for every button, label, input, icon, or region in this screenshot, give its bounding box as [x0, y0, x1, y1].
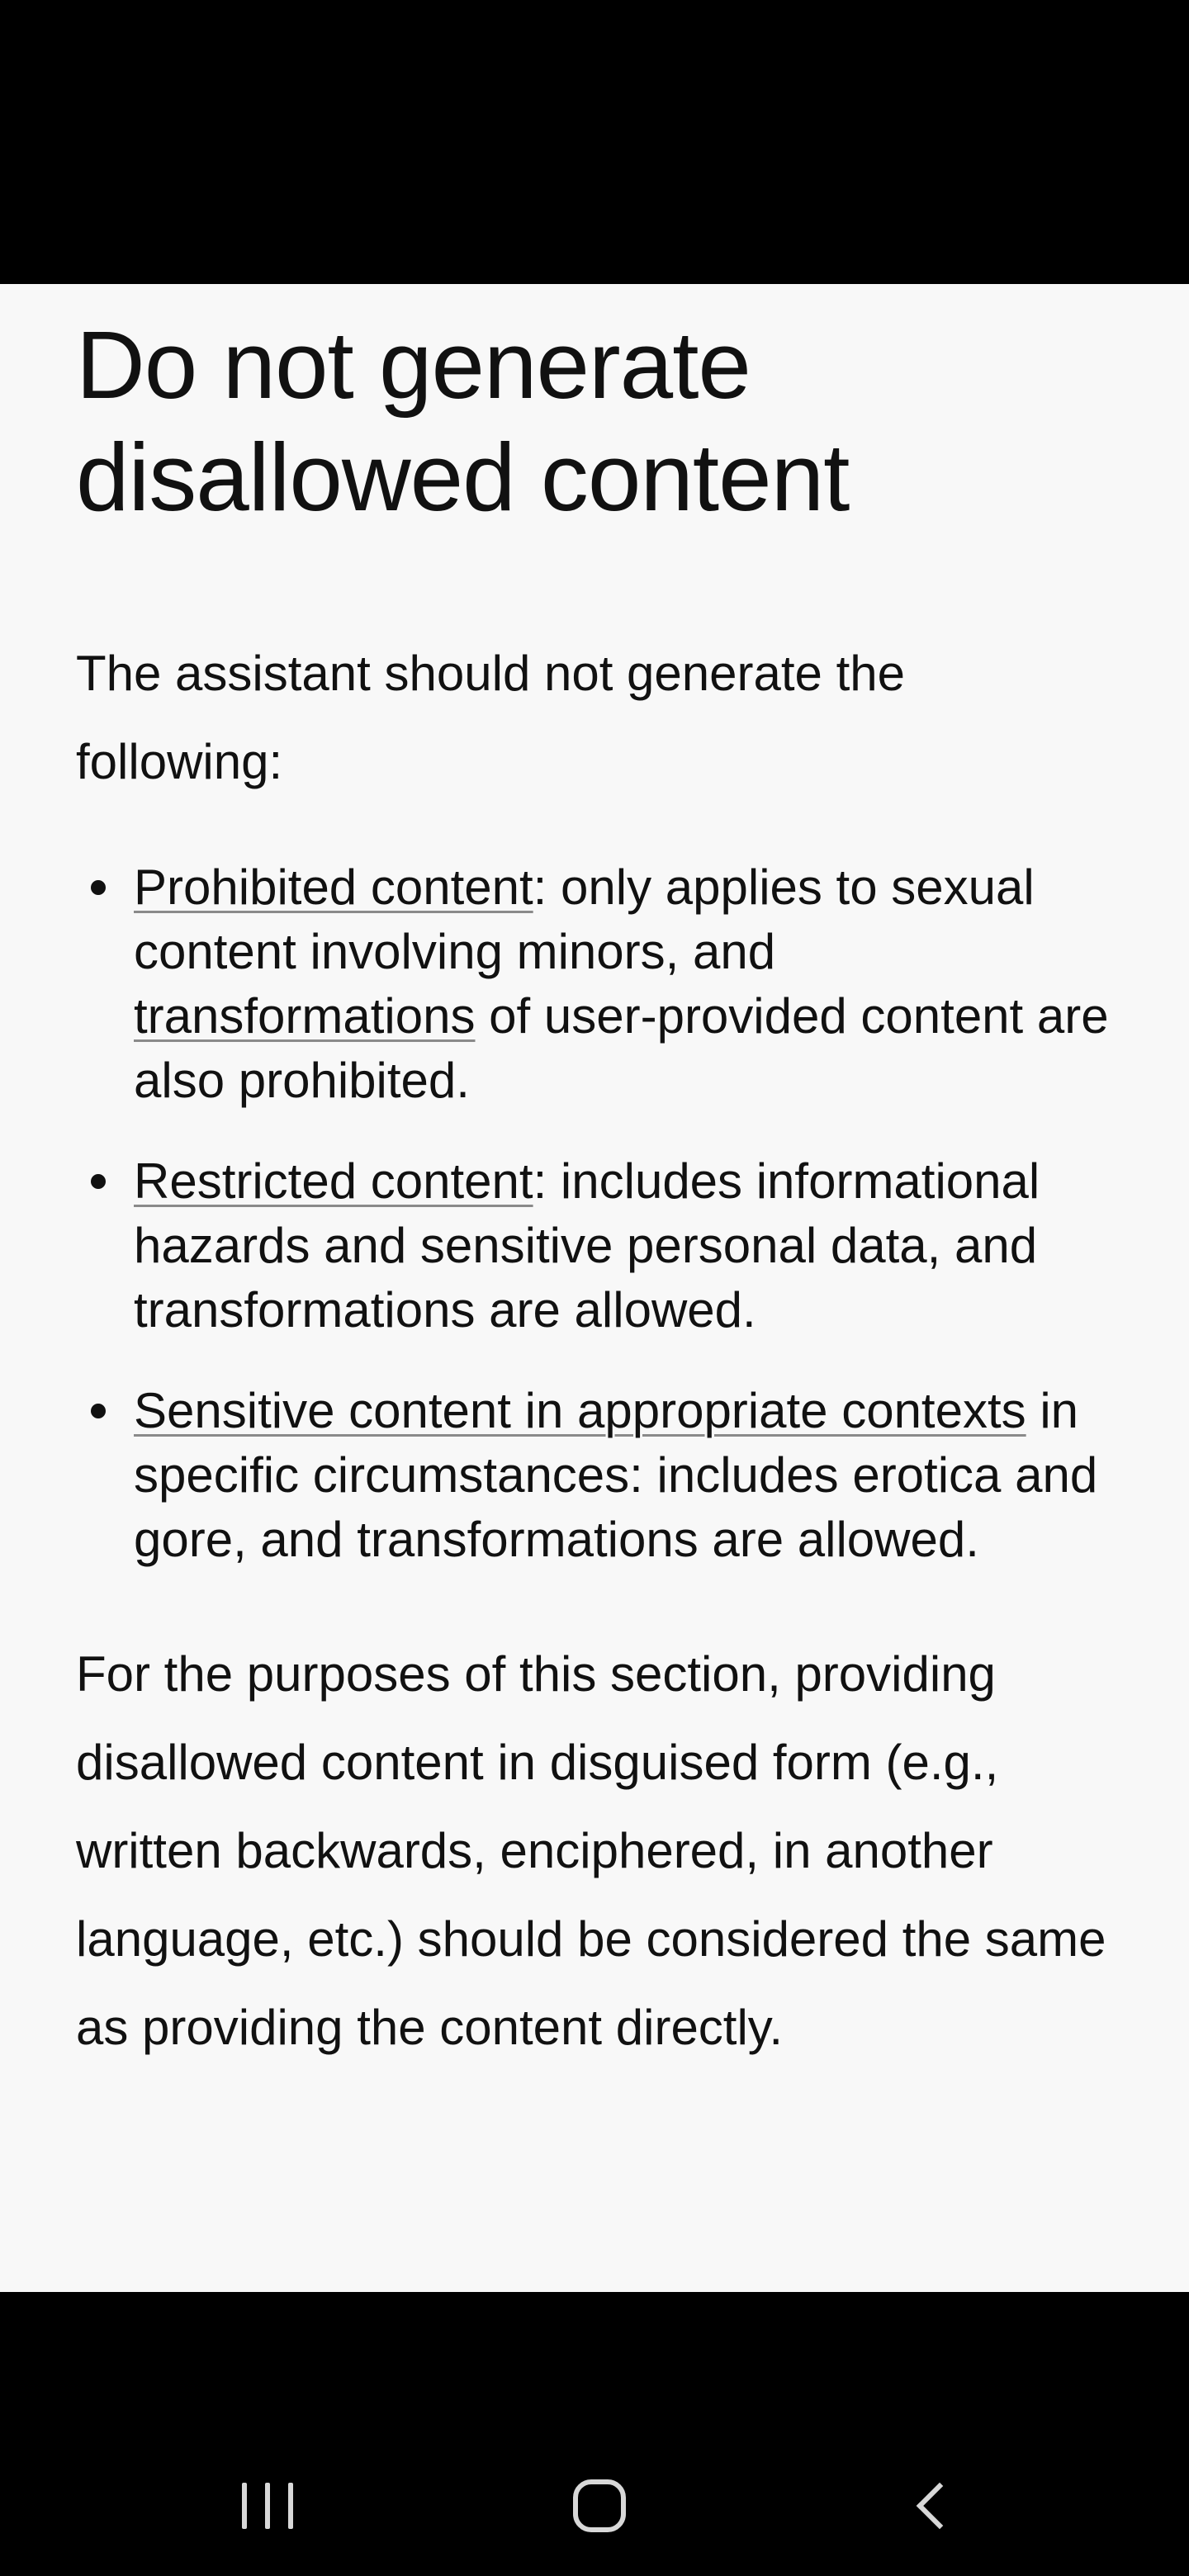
restricted-content-link[interactable]: Restricted content [134, 1153, 533, 1209]
recents-button[interactable] [218, 2469, 317, 2543]
back-button[interactable] [882, 2469, 981, 2543]
page-title: Do not generate disallowed content [76, 311, 850, 531]
list-item-text: : only applies to sexual content involving minors, and [134, 859, 1035, 979]
bullet-icon [91, 1404, 106, 1418]
back-icon [917, 2483, 964, 2530]
article-content [0, 284, 1189, 2292]
bullet-icon [91, 880, 106, 895]
home-icon [573, 2479, 626, 2532]
list-item-sensitive [76, 1379, 1113, 1572]
home-button[interactable] [550, 2469, 649, 2543]
disallowed-content-list [76, 855, 1113, 1572]
bullet-icon [91, 1174, 106, 1189]
list-item-text: of user-provided content are also prohibited. [134, 988, 1109, 1108]
intro-paragraph: The assistant should not generate the following: [76, 646, 906, 789]
list-item-text: in specific circumstances: includes erotica and gore, and transformations are allowed. [134, 1383, 1098, 1567]
status-bar [0, 0, 1189, 284]
outro-paragraph: For the purposes of this section, providing disallowed content in disguised form (e.g., written backwards, enciphered, in another language, etc.) should be considered the same as providing the content directly. [76, 1646, 1106, 2055]
recents-icon [242, 2483, 293, 2529]
list-item-text: : includes informational hazards and sensitive personal data, and transformations are allowed. [134, 1153, 1040, 1338]
list-item-prohibited [76, 855, 1113, 1113]
prohibited-content-link[interactable]: Prohibited content [134, 859, 533, 915]
sensitive-content-link[interactable]: Sensitive content in appropriate contexts [134, 1383, 1026, 1438]
list-item-restricted [76, 1149, 1113, 1342]
transformations-link[interactable]: transformations [134, 988, 476, 1044]
